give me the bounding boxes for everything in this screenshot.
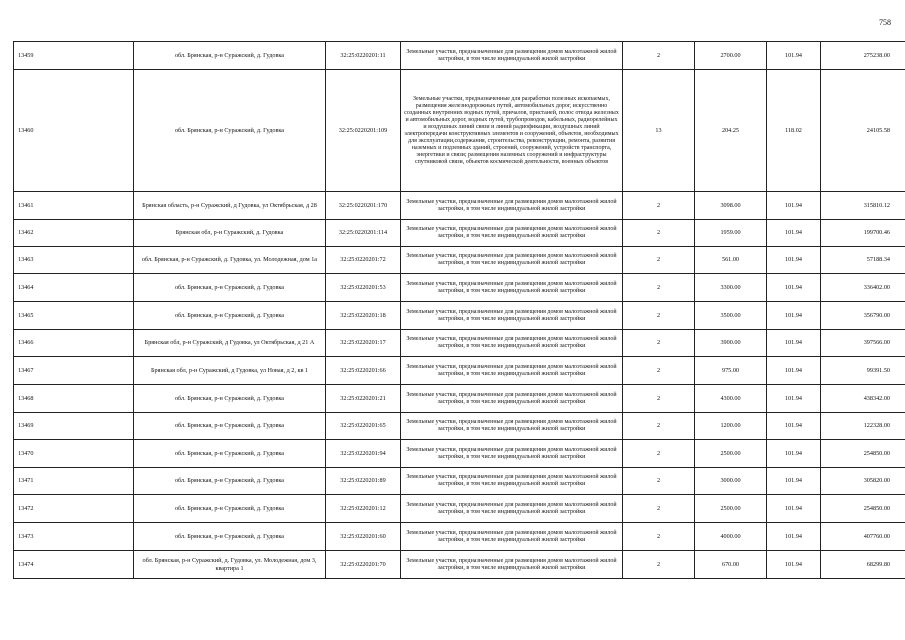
- cadastral-number-cell: 32:25:0220201:53: [326, 274, 401, 302]
- address-cell: Брянская обл, р-н Суражский, д. Гудовка: [134, 220, 326, 247]
- cadastral-value-cell: 68299.80: [821, 551, 905, 579]
- record-number-cell: 13463: [14, 247, 134, 274]
- record-number-cell: 13474: [14, 551, 134, 579]
- table-row: [14, 247, 905, 274]
- table-row: [14, 330, 905, 357]
- cadastral-number-cell: 32:25:0220201:94: [326, 440, 401, 468]
- area-cell: 975.00: [695, 357, 767, 385]
- group-cell: 2: [623, 357, 695, 385]
- cadastral-number-cell: 32:25:0220201:89: [326, 468, 401, 495]
- group-cell: 2: [623, 523, 695, 551]
- table-row: [14, 440, 905, 468]
- land-use-cell: Земельные участки, предназначенные для размещения домов малоэтажной жилой застройки, в том числе индивидуальной жилой застройки: [401, 385, 623, 413]
- cadastral-number-cell: 32:25:0220201:66: [326, 357, 401, 385]
- specific-value-cell: 101.94: [767, 385, 821, 413]
- land-use-cell: Земельные участки, предназначенные для размещения домов малоэтажной жилой застройки, в том числе индивидуальной жилой застройки: [401, 42, 623, 70]
- address-cell: обл. Брянская, р-н Суражский, д. Гудовка: [134, 70, 326, 192]
- group-cell: 2: [623, 274, 695, 302]
- land-use-cell: Земельные участки, предназначенные для размещения домов малоэтажной жилой застройки, в том числе индивидуальной жилой застройки: [401, 220, 623, 247]
- area-cell: 3500.00: [695, 302, 767, 330]
- record-number-cell: 13470: [14, 440, 134, 468]
- table-body: [14, 42, 905, 579]
- record-number-cell: 13473: [14, 523, 134, 551]
- address-cell: обл. Брянская, р-н Суражский, д. Гудовка: [134, 523, 326, 551]
- table-row: [14, 70, 905, 192]
- record-number-cell: 13467: [14, 357, 134, 385]
- specific-value-cell: 101.94: [767, 220, 821, 247]
- cadastral-number-cell: 32:25:0220201:65: [326, 413, 401, 440]
- land-use-cell: Земельные участки, предназначенные для размещения домов малоэтажной жилой застройки, в том числе индивидуальной жилой застройки: [401, 523, 623, 551]
- land-use-cell: Земельные участки, предназначенные для размещения домов малоэтажной жилой застройки, в том числе индивидуальной жилой застройки: [401, 192, 623, 220]
- cadastral-number-cell: 32:25:0220201:18: [326, 302, 401, 330]
- address-cell: обл. Брянская, р-н Суражский, д. Гудовка: [134, 468, 326, 495]
- record-number-cell: 13459: [14, 42, 134, 70]
- area-cell: 2500.00: [695, 495, 767, 523]
- area-cell: 3300.00: [695, 274, 767, 302]
- specific-value-cell: 101.94: [767, 440, 821, 468]
- group-cell: 2: [623, 495, 695, 523]
- table-row: [14, 302, 905, 330]
- group-cell: 2: [623, 42, 695, 70]
- group-cell: 2: [623, 247, 695, 274]
- cadastral-number-cell: 32:25:0220201:11: [326, 42, 401, 70]
- cadastral-value-cell: 336402.00: [821, 274, 905, 302]
- land-use-cell: Земельные участки, предназначенные для размещения домов малоэтажной жилой застройки, в том числе индивидуальной жилой застройки: [401, 468, 623, 495]
- address-cell: обл. Брянская, р-н Суражский, д. Гудовка, ул. Молодежная, дом 1а: [134, 247, 326, 274]
- specific-value-cell: 101.94: [767, 523, 821, 551]
- cadastral-value-cell: 254850.00: [821, 440, 905, 468]
- table-row: [14, 385, 905, 413]
- group-cell: 13: [623, 70, 695, 192]
- cadastral-number-cell: 32:25:0220201:170: [326, 192, 401, 220]
- record-number-cell: 13462: [14, 220, 134, 247]
- address-cell: обл. Брянская, р-н Суражский, д. Гудовка: [134, 302, 326, 330]
- specific-value-cell: 101.94: [767, 192, 821, 220]
- area-cell: 4300.00: [695, 385, 767, 413]
- area-cell: 2500.00: [695, 440, 767, 468]
- land-use-cell: Земельные участки, предназначенные для размещения домов малоэтажной жилой застройки, в том числе индивидуальной жилой застройки: [401, 413, 623, 440]
- address-cell: Брянская обл, р-н Суражский, д Гудовка, ул Октябрьская, д 21 А: [134, 330, 326, 357]
- group-cell: 2: [623, 302, 695, 330]
- address-cell: обл. Брянская, р-н Суражский, д. Гудовка: [134, 274, 326, 302]
- cadastral-value-cell: 305820.00: [821, 468, 905, 495]
- group-cell: 2: [623, 330, 695, 357]
- cadastral-value-cell: 407760.00: [821, 523, 905, 551]
- table-row: [14, 413, 905, 440]
- cadastral-value-cell: 275238.00: [821, 42, 905, 70]
- specific-value-cell: 101.94: [767, 413, 821, 440]
- cadastral-number-cell: 32:25:0220201:109: [326, 70, 401, 192]
- group-cell: 2: [623, 440, 695, 468]
- address-cell: Брянская область, р-н Суражский, д Гудовка, ул Октябрьская, д 28: [134, 192, 326, 220]
- record-number-cell: 13465: [14, 302, 134, 330]
- cadastral-value-cell: 122328.00: [821, 413, 905, 440]
- table-row: [14, 523, 905, 551]
- land-use-cell: Земельные участки, предназначенные для размещения домов малоэтажной жилой застройки, в том числе индивидуальной жилой застройки: [401, 440, 623, 468]
- table-row: [14, 42, 905, 70]
- cadastral-value-cell: 254850.00: [821, 495, 905, 523]
- cadastral-number-cell: 32:25:0220201:60: [326, 523, 401, 551]
- record-number-cell: 13472: [14, 495, 134, 523]
- area-cell: 204.25: [695, 70, 767, 192]
- record-number-cell: 13469: [14, 413, 134, 440]
- address-cell: обл. Брянская, р-н Суражский, д. Гудовка: [134, 495, 326, 523]
- cadastral-value-table: [13, 41, 905, 579]
- cadastral-value-cell: 199700.46: [821, 220, 905, 247]
- table-row: [14, 220, 905, 247]
- specific-value-cell: 101.94: [767, 468, 821, 495]
- specific-value-cell: 101.94: [767, 42, 821, 70]
- land-use-cell: Земельные участки, предназначенные для размещения домов малоэтажной жилой застройки, в том числе индивидуальной жилой застройки: [401, 495, 623, 523]
- cadastral-number-cell: 32:25:0220201:12: [326, 495, 401, 523]
- land-use-cell: Земельные участки, предназначенные для размещения домов малоэтажной жилой застройки, в том числе индивидуальной жилой застройки: [401, 551, 623, 579]
- area-cell: 1959.00: [695, 220, 767, 247]
- cadastral-number-cell: 32:25:0220201:17: [326, 330, 401, 357]
- address-cell: обл. Брянская, р-н Суражский, д. Гудовка: [134, 385, 326, 413]
- table-row: [14, 274, 905, 302]
- specific-value-cell: 101.94: [767, 274, 821, 302]
- specific-value-cell: 101.94: [767, 247, 821, 274]
- record-number-cell: 13461: [14, 192, 134, 220]
- area-cell: 1200.00: [695, 413, 767, 440]
- land-use-cell: Земельные участки, предназначенные для размещения домов малоэтажной жилой застройки, в том числе индивидуальной жилой застройки: [401, 302, 623, 330]
- address-cell: обл. Брянская, р-н Суражский, д. Гудовка: [134, 42, 326, 70]
- specific-value-cell: 118.02: [767, 70, 821, 192]
- record-number-cell: 13471: [14, 468, 134, 495]
- area-cell: 2700.00: [695, 42, 767, 70]
- area-cell: 3098.00: [695, 192, 767, 220]
- cadastral-number-cell: 32:25:0220201:72: [326, 247, 401, 274]
- land-use-cell: Земельные участки, предназначенные для размещения домов малоэтажной жилой застройки, в том числе индивидуальной жилой застройки: [401, 247, 623, 274]
- record-number-cell: 13460: [14, 70, 134, 192]
- table-row: [14, 551, 905, 579]
- page-number: 758: [879, 18, 891, 27]
- group-cell: 2: [623, 551, 695, 579]
- specific-value-cell: 101.94: [767, 357, 821, 385]
- cadastral-value-cell: 315810.12: [821, 192, 905, 220]
- group-cell: 2: [623, 385, 695, 413]
- cadastral-value-cell: 356790.00: [821, 302, 905, 330]
- table-row: [14, 192, 905, 220]
- record-number-cell: 13466: [14, 330, 134, 357]
- specific-value-cell: 101.94: [767, 330, 821, 357]
- group-cell: 2: [623, 220, 695, 247]
- group-cell: 2: [623, 468, 695, 495]
- land-use-cell: Земельные участки, предназначенные для размещения домов малоэтажной жилой застройки, в том числе индивидуальной жилой застройки: [401, 274, 623, 302]
- specific-value-cell: 101.94: [767, 551, 821, 579]
- address-cell: Брянская обл, р-н Суражский, д Гудовка, ул Новая, д 2, кв 1: [134, 357, 326, 385]
- area-cell: 670.00: [695, 551, 767, 579]
- area-cell: 561.00: [695, 247, 767, 274]
- table-row: [14, 495, 905, 523]
- cadastral-value-cell: 397566.00: [821, 330, 905, 357]
- cadastral-value-cell: 24105.58: [821, 70, 905, 192]
- cadastral-value-cell: 57188.34: [821, 247, 905, 274]
- cadastral-number-cell: 32:25:0220201:21: [326, 385, 401, 413]
- area-cell: 3900.00: [695, 330, 767, 357]
- land-use-cell: Земельные участки, предназначенные для разработки полезных ископаемых, размещения железнодорожных путей, автомобильных дорог, искусственно созданных внутренних водных путей, причалов, пристаней, полос отвода железных и автомобильных дорог, водных путей, трубопроводов, кабельных, радиорелейных и воздушных линий связи и линий радиофикации, воздушных линий электропередачи конструктивных элементов и сооружений, объектов, необходимых для эксплуатации,содержания, строительства, реконструкции, ремонта, развития наземных и подземных зданий, строений, сооружений, устройств транспорта, энергетики и связи; размещения наземных сооружений и инфраструктуры спутниковой связи, объектов космической деятельности, военных объектов: [401, 70, 623, 192]
- table-row: [14, 468, 905, 495]
- cadastral-number-cell: 32:25:0220201:114: [326, 220, 401, 247]
- land-use-cell: Земельные участки, предназначенные для размещения домов малоэтажной жилой застройки, в том числе индивидуальной жилой застройки: [401, 357, 623, 385]
- record-number-cell: 13464: [14, 274, 134, 302]
- record-number-cell: 13468: [14, 385, 134, 413]
- land-use-cell: Земельные участки, предназначенные для размещения домов малоэтажной жилой застройки, в том числе индивидуальной жилой застройки: [401, 330, 623, 357]
- address-cell: обл. Брянская, р-н Суражский, д. Гудовка: [134, 440, 326, 468]
- cadastral-value-cell: 99391.50: [821, 357, 905, 385]
- group-cell: 2: [623, 192, 695, 220]
- address-cell: обл. Брянская, р-н Суражский, д. Гудовка, ул. Молодежная, дом 3, квартира 1: [134, 551, 326, 579]
- specific-value-cell: 101.94: [767, 495, 821, 523]
- cadastral-number-cell: 32:25:0220201:70: [326, 551, 401, 579]
- group-cell: 2: [623, 413, 695, 440]
- address-cell: обл. Брянская, р-н Суражский, д. Гудовка: [134, 413, 326, 440]
- area-cell: 4000.00: [695, 523, 767, 551]
- specific-value-cell: 101.94: [767, 302, 821, 330]
- area-cell: 3000.00: [695, 468, 767, 495]
- table-row: [14, 357, 905, 385]
- cadastral-value-cell: 438342.00: [821, 385, 905, 413]
